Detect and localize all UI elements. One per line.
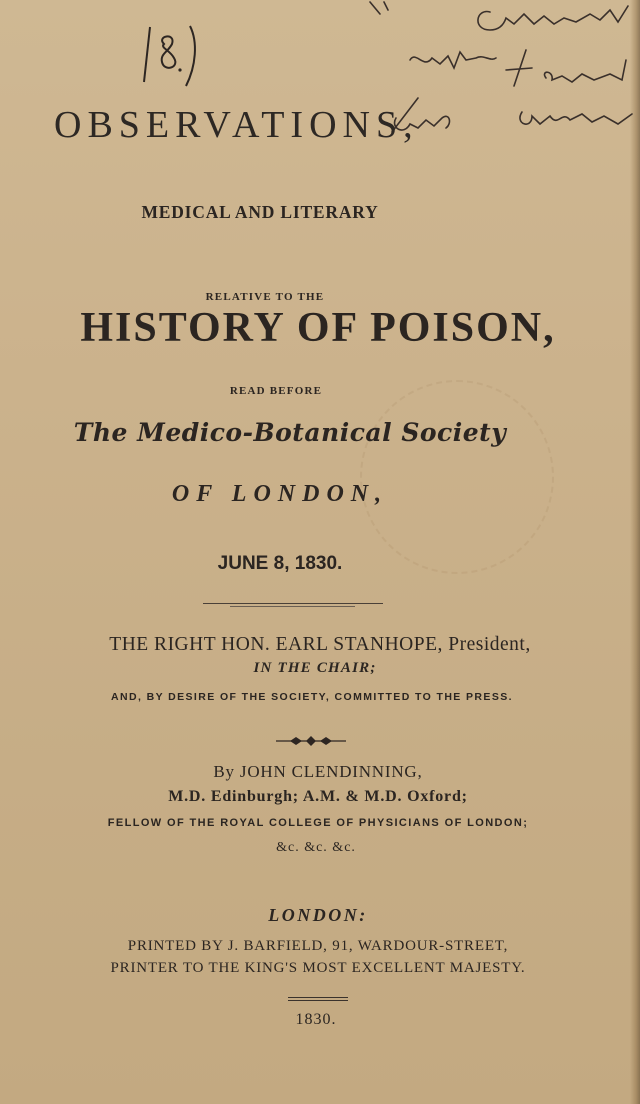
- of-london: OF LONDON,: [171, 481, 389, 507]
- divider-rule-thin: [230, 606, 355, 607]
- president-line: THE RIGHT HON. EARL STANHOPE, President,: [109, 634, 531, 655]
- in-the-chair: IN THE CHAIR;: [253, 660, 377, 676]
- printer-line-1: PRINTED BY J. BARFIELD, 91, WARDOUR-STREET,: [127, 938, 509, 954]
- author-fellowship: FELLOW OF THE ROYAL COLLEGE OF PHYSICIANS OF LONDON;: [107, 817, 529, 829]
- printer-line-2: PRINTER TO THE KING'S MOST EXCELLENT MAJESTY.: [110, 960, 526, 976]
- divider-rule: [203, 603, 383, 604]
- relative-to-the: RELATIVE TO THE: [205, 291, 325, 303]
- handwritten-shelfmark: [140, 22, 200, 92]
- imprint-place: LONDON:: [268, 905, 368, 925]
- year-rule: [288, 997, 348, 998]
- printer-ornament-icon: [276, 734, 346, 752]
- author-byline: By JOHN CLENDINNING,: [213, 762, 423, 781]
- etcetera: &c. &c. &c.: [276, 840, 356, 855]
- subtitle-medical-literary: MEDICAL AND LITERARY: [141, 202, 379, 222]
- society-name: The Medico-Botanical Society: [73, 418, 507, 447]
- library-stamp-stain: [360, 380, 554, 574]
- year-rule-second: [288, 1000, 348, 1001]
- date-line: JUNE 8, 1830.: [217, 553, 343, 574]
- author-degrees: M.D. Edinburgh; A.M. & M.D. Oxford;: [168, 788, 468, 805]
- read-before: READ BEFORE: [229, 385, 323, 397]
- title-observations: OBSERVATIONS,: [54, 104, 419, 146]
- committed-to-press: AND, BY DESIRE OF THE SOCIETY, COMMITTED TO THE PRESS.: [111, 691, 513, 703]
- publication-year: 1830.: [295, 1011, 337, 1028]
- main-title: HISTORY OF POISON,: [80, 305, 556, 351]
